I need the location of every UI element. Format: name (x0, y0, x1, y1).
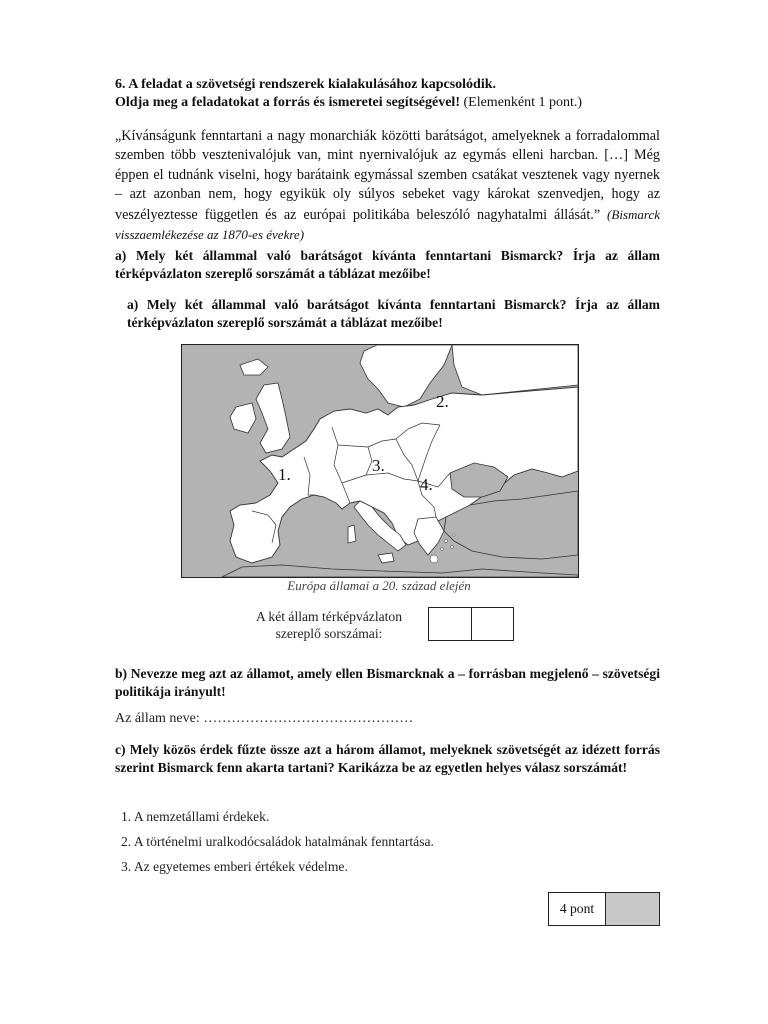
score-box (548, 892, 660, 926)
map-label-3: 3. (372, 456, 385, 475)
question-a-repeat: a) Mely két állammal való barátságot kívánta fenntartani Bismarck? Írja az állam térképvázlaton szereplő sorszámát a táblázat mezőibe! (127, 297, 660, 330)
map-caption: Európa államai a 20. század elején (287, 578, 471, 593)
europe-map-svg (182, 345, 578, 577)
answer-cell-1[interactable] (429, 608, 472, 640)
score-label: 4 pont (549, 893, 606, 925)
europe-map (181, 344, 579, 578)
map-label-1: 1. (278, 465, 291, 484)
question-b: b) Nevezze meg azt az államot, amely ellen Bismarcknak a – forrásban megjelenő – szövetségi politikája irányult! (115, 666, 660, 699)
map-label-2: 2. (436, 392, 449, 411)
question-c: c) Mely közös érdek fűzte össze azt a három államot, melyeknek szövetségét az idézett forrás szerint Bismarck fenn akarta tartani? Karikázza be az egyetlen helyes válasz sorszámát! (115, 742, 660, 775)
quote-text: „Kívánságunk fenntartani a nagy monarchiák közötti barátságot, amelyeknek a forradalommal szemben több vesztenivalójuk van, mint nyernivalójuk az egymás elleni harcban. […] Még éppen el tudnánk viselni, hogy barátaink egymással szemben csatákat vesztenek vagy nyernek – azt azonban nem, hogy egyikük oly súlyos sebeket vagy károkat szenvedjen, hogy az veszélyeztesse független és az európai politikába beleszóló nagyhatalmi állását.” (115, 128, 660, 223)
answer-label-line2: szereplő sorszámai: (275, 626, 383, 641)
task-points-note: (Elemenként 1 pont.) (463, 95, 583, 110)
answer-options (121, 804, 434, 879)
answer-label (238, 608, 420, 642)
answer-cell-2[interactable] (472, 608, 514, 640)
task-title: 6. A feladat a szövetségi rendszerek kialakulásához kapcsolódik. (115, 77, 497, 92)
answer-table (428, 607, 514, 641)
map-label-4: 4. (420, 475, 433, 494)
question-a: a) Mely két állammal való barátságot kívánta fenntartani Bismarck? Írja az állam térképvázlaton szereplő sorszámát a táblázat mezőibe! (115, 248, 660, 281)
task-heading (115, 76, 660, 112)
answer-label-line1: A két állam térképvázlaton (255, 609, 403, 624)
state-name-answer-line[interactable]: Az állam neve: ……………………………………… (115, 711, 414, 726)
quote-attribution: (Bismarck visszaemlékezése az 1870-es évekre) (115, 206, 660, 243)
option-3[interactable]: 3. Az egyetemes emberi értékek védelme. (121, 859, 348, 874)
source-quote (115, 127, 660, 245)
option-2[interactable]: 2. A történelmi uralkodócsaládok hatalmának fenntartása. (121, 834, 434, 849)
task-instruction-line (115, 94, 660, 112)
score-cell[interactable] (606, 893, 659, 925)
task-instruction: Oldja meg a feladatokat a forrás és ismeretei segítségével! (115, 95, 460, 110)
option-1[interactable]: 1. A nemzetállami érdekek. (121, 809, 270, 824)
